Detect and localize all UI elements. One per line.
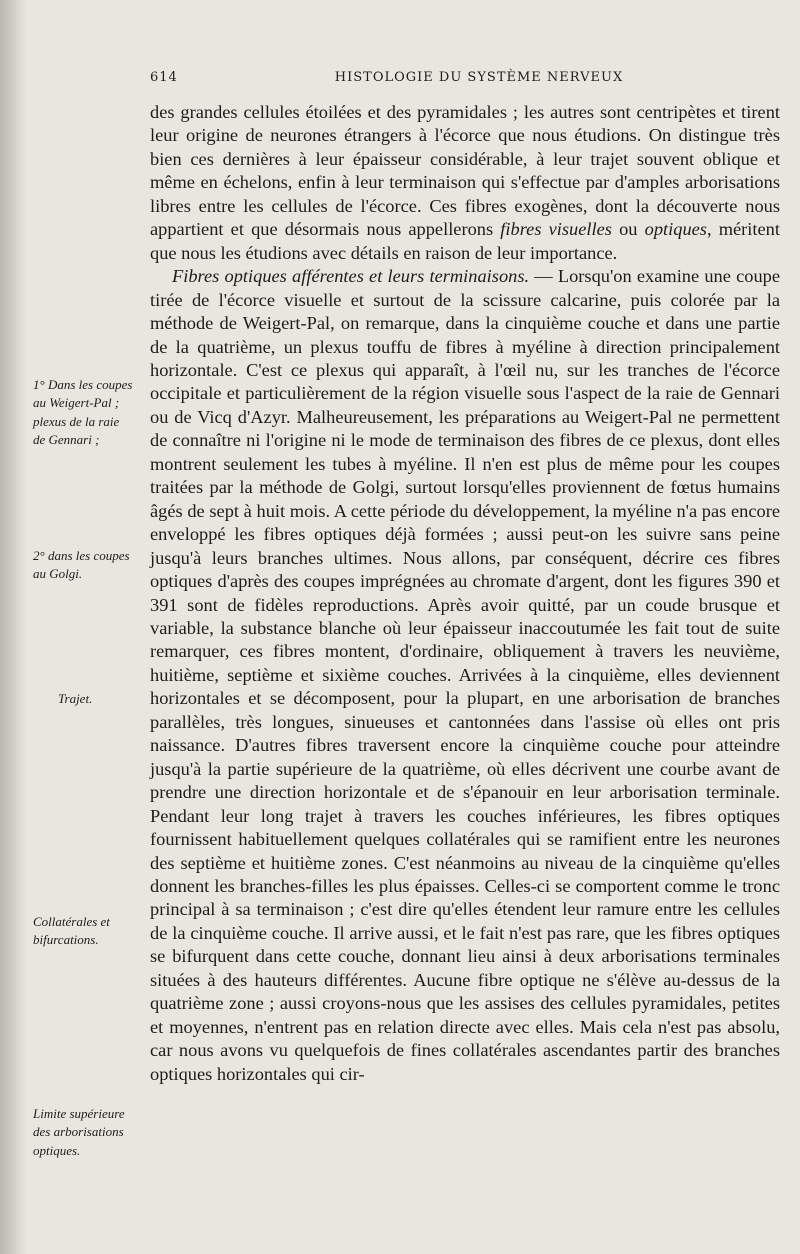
running-title: HISTOLOGIE DU SYSTÈME NERVEUX [334, 70, 624, 85]
term-optiques: optiques [644, 219, 707, 240]
running-header [150, 70, 778, 90]
paragraph-1-connector: ou [611, 219, 645, 240]
paragraph-1 [150, 101, 780, 265]
section-heading: Fibres optiques afférentes et leurs terminaisons. [172, 266, 530, 287]
term-fibres-visuelles: fibres visuelles [500, 219, 612, 240]
margin-note-limite: Limite supérieure des arborisations optiques. [33, 1106, 125, 1158]
paragraph-1-end: , méritent que nous les étudions avec détails en raison de leur importance. [150, 219, 780, 263]
margin-note-weigert-pal: 1° Dans les coupes au Weigert-Pal ; plexus de la raie de Gennari ; [33, 377, 133, 447]
main-text [150, 101, 780, 1086]
margin-note-trajet: Trajet. [58, 691, 93, 706]
paragraph-1-text: des grandes cellules étoilées et des pyramidales ; les autres sont centripètes et tirent leur origine de neurones étrangers à l'écorce que nous étudions. On distingue très bien ces dernières à leur épaisseur considérable, à leur trajet souvent oblique et même en échelons, enfin à leur terminaison qui s'effectue par d'amples arborisations libres entre les cellules de l'écorce. Ces fibres exogènes, dont la découverte nous appartient et que désormais nous appellerons [150, 102, 780, 240]
paragraph-2 [150, 265, 780, 1086]
page-gutter-shadow [0, 0, 26, 1254]
margin-note-collaterales: Collatérales et bifurcations. [33, 914, 110, 948]
page-number: 614 [150, 70, 178, 85]
paragraph-2-text: — Lorsqu'on examine une coupe tirée de l'écorce visuelle et surtout de la scissure calcarine, puis colorée par la méthode de Weigert-Pal, on remarque, dans la cinquième couche et dans une partie de la quatrième, un plexus touffu de fibres à myéline à direction principalement horizontale. C'est ce plexus qui apparaît, à l'œil nu, sur les tranches de l'écorce occipitale et particulièrement de la région visuelle sous l'aspect de la raie de Gennari ou de Vicq d'Azyr. Malheureusement, les préparations au Weigert-Pal ne permettent de connaître ni l'origine ni le mode de terminaison des fibres de ce plexus, dont elles montrent seulement les tubes à myéline. Il n'en est plus de même pour les coupes traitées par la méthode de Golgi, surtout lorsqu'elles proviennent de fœtus humains âgés de sept à huit mois. A cette période du développement, la myéline n'a pas encore enveloppé les fibres optiques déjà formées ; aussi peut-on les suivre sans peine jusqu'à leurs branches ultimes. Nous allons, par conséquent, décrire ces fibres optiques d'après des coupes imprégnées au chromate d'argent, dont les figures 390 et 391 sont de fidèles reproductions. Après avoir quitté, par un coude brusque et variable, la substance blanche où leur épaisseur inaccoutumée les fait tout de suite remarquer, ces fibres montent, d'ordinaire, obliquement à travers les neuvième, huitième, septième et sixième couches. Arrivées à la cinquième, elles deviennent horizontales et se décomposent, pour la plupart, en une arborisation de branches parallèles, très longues, sinueuses et cantonnées dans l'assise où elles ont pris naissance. D'autres fibres traversent encore la cinquième couche pour atteindre jusqu'à la partie supérieure de la quatrième, où elles décrivent une courbe avant de prendre une direction horizontale et de s'épanouir en leur arborisation terminale. Pendant leur long trajet à travers les couches inférieures, les fibres optiques fournissent habituellement quelques collatérales qui se ramifient entre les neurones des septième et huitième zones. C'est néanmoins au niveau de la cinquième qu'elles donnent les branches-filles les plus épaisses. Celles-ci se comportent comme le tronc principal à sa terminaison ; c'est dire qu'elles étendent leur ramure entre les cellules de la cinquième couche. Il arrive aussi, et le fait n'est pas rare, que les fibres optiques se bifurquent dans cette couche, donnant lieu ainsi à deux arborisations terminales situées à des hauteurs différentes. Aucune fibre optique ne s'élève au-dessus de la quatrième zone ; aussi croyons-nous que les assises des cellules pyramidales, petites et moyennes, n'entrent pas en relation directe avec elles. Mais cela n'est pas absolu, car nous avons vu quelquefois de fines collatérales ascendantes partir des branches optiques horizontales qui cir- [150, 266, 780, 1084]
margin-note-golgi: 2° dans les coupes au Golgi. [33, 548, 130, 582]
